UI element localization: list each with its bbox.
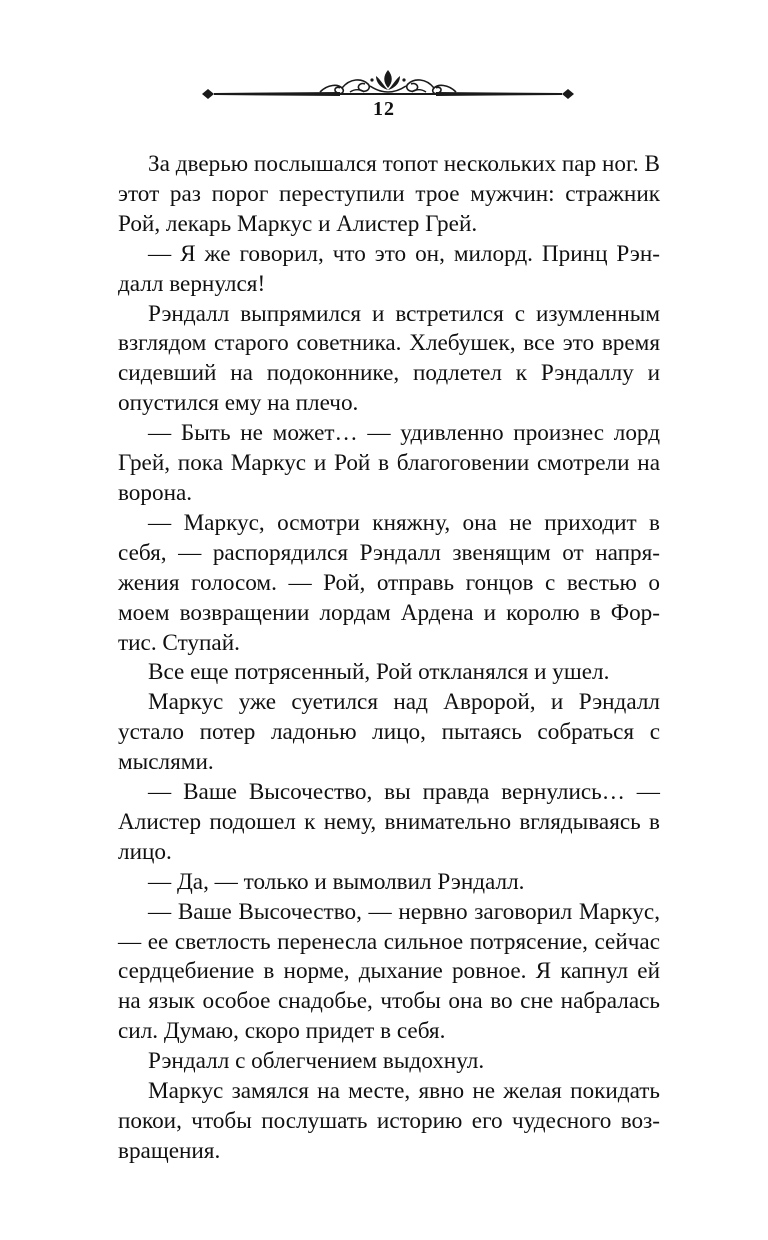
paragraph: Рэндалл с облегчением выдохнул.	[148, 1048, 485, 1075]
page-number: 12	[373, 98, 395, 120]
paragraph: — Ваше Высочество, — нервно заговорил Маркус, — ее светлость перенесла сильное потрясение, сейчас сердцебиение в норме, дыхание ровное. Я капнул ей на язык особое снадобье, чтобы она во сне набралась сил. Думаю, скоро придет в себя.	[118, 898, 660, 1045]
paragraph: Маркус уже суетился над Авророй, и Рэндалл устало потер ладонью лицо, пытаясь собраться с мыслями.	[118, 689, 660, 776]
paragraph: — Быть не может… — удивленно произнес лорд Грей, пока Маркус и Рой в благоговении смотрели на ворона.	[118, 420, 660, 506]
paragraph: — Да, — только и вымолвил Рэндалл.	[148, 868, 525, 895]
paragraph: За дверью послышался топот нескольких пар ног. В этот раз порог переступили трое мужчин: стражник Рой, лекарь Маркус и Алистер Грей.	[118, 151, 660, 237]
paragraph: Все еще потрясенный, Рой откланялся и ушел.	[148, 659, 610, 686]
paragraph: — Я же говорил, что это он, милорд. Принц Рэндалл вернулся!	[118, 240, 660, 297]
paragraph: Рэндалл выпрямился и встретился с изумленным взглядом старого советника. Хлебушек, все это время сидевший на подоконнике, подлетел к Рэндаллу и опустился ему на плечо.	[118, 300, 660, 417]
body-text	[118, 150, 660, 1167]
paragraph: — Ваше Высочество, вы правда вернулись… — Алистер подошел к нему, внимательно вглядываясь в лицо.	[118, 779, 660, 865]
paragraph: Маркус замялся на месте, явно не желая покидать покои, чтобы послушать историю его чудесного возвращения.	[118, 1078, 660, 1164]
paragraph: — Маркус, осмотри княжну, она не приходит в себя, — распорядился Рэндалл звенящим от напряжения голосом. — Рой, отправь гонцов с вестью о моем возвращении лордам Ардена и королю в Фортис. Ступай.	[118, 509, 660, 656]
